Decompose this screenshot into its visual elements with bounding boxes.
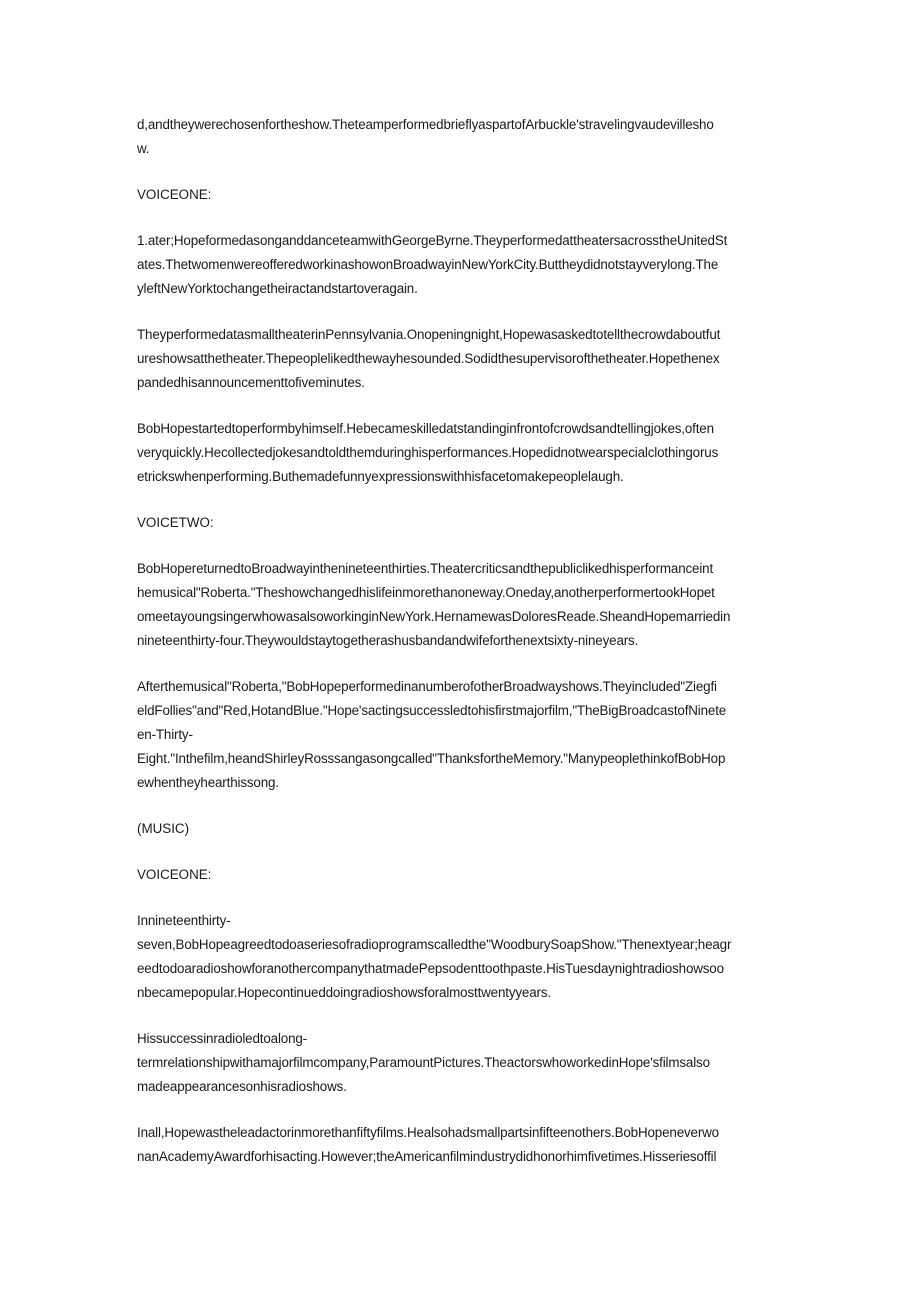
text-line: w. — [137, 141, 150, 156]
speaker-heading: VOICETWO: — [137, 515, 214, 530]
text-line: en-Thirty- — [137, 727, 193, 742]
text-line: BobHopestartedtoperformbyhimself.Hebecameskilledatstandinginfrontofcrowdsandtellingjokes,often — [137, 421, 714, 436]
text-line: Eight."Inthefilm,heandShirleyRosssangasongcalled"ThanksfortheMemory."ManypeoplethinkofBobHop — [137, 751, 726, 766]
block-2 — [137, 229, 783, 301]
text-line: TheyperformedatasmalltheaterinPennsylvania.Onopeningnight,Hopewasaskedtotellthecrowdaboutfut — [137, 327, 721, 342]
text-line: eldFollies"and"Red,HotandBlue."Hope'sactingsuccessledtohisfirstmajorfilm,"TheBigBroadcastofNinete — [137, 703, 727, 718]
text-line: nineteenthirty-four.Theywouldstaytogetherashusbandandwifeforthenextsixty-nineyears. — [137, 633, 639, 648]
block-4 — [137, 417, 783, 489]
text-line: nbecamepopular.Hopecontinueddoingradioshowsforalmosttwentyyears. — [137, 985, 551, 1000]
text-line: Inall,Hopewastheleadactorinmorethanfiftyfilms.Healsohadsmallpartsinfifteenothers.BobHopeneverwo — [137, 1125, 719, 1140]
block-6 — [137, 557, 783, 653]
block-12 — [137, 1121, 783, 1169]
text-line: pandedhisannouncementtofiveminutes. — [137, 375, 365, 390]
speaker-heading: VOICEONE: — [137, 187, 212, 202]
music-cue: (MUSIC) — [137, 821, 190, 836]
block-3 — [137, 323, 783, 395]
text-line: seven,BobHopeagreedtodoaseriesofradioprogramscalledthe"WoodburySoapShow."Thenextyear;heagr — [137, 937, 732, 952]
text-line: d,andtheywerechosenfortheshow.TheteamperformedbrieflyaspartofArbuckle'stravelingvaudevillesho — [137, 117, 714, 132]
text-line: veryquickly.Hecollectedjokesandtoldthemduringhisperformances.Hopedidnotwearspecialclothingorus — [137, 445, 719, 460]
text-line: omeetayoungsingerwhowasalsoworkinginNewYork.HernamewasDoloresReade.SheandHopemarriedin — [137, 609, 731, 624]
text-line: ates.ThetwomenwereofferedworkinashowonBroadwayinNewYorkCity.Buttheydidnotstayverylong.The — [137, 257, 719, 272]
text-line: ewhentheyhearthissong. — [137, 775, 279, 790]
text-line: eedtodoaradioshowforanothercompanythatmadePepsodenttoothpaste.HisTuesdaynightradioshowsoo — [137, 961, 724, 976]
block-10 — [137, 909, 783, 1005]
text-line: 1.ater;HopeformedasonganddanceteamwithGeorgeByrne.TheyperformedattheatersacrosstheUnitedSt — [137, 233, 728, 248]
text-line: madeappearancesonhisradioshows. — [137, 1079, 347, 1094]
text-line: BobHopereturnedtoBroadwayinthenineteenthirties.Theatercriticsandthepubliclikedhisperformanceint — [137, 561, 714, 576]
block-0 — [137, 113, 783, 161]
text-line: Hissuccessinradioledtoalong- — [137, 1031, 307, 1046]
block-7 — [137, 675, 783, 795]
text-line: ureshowsatthetheater.Thepeoplelikedthewayhesounded.Sodidthesupervisorofthetheater.Hopethenex — [137, 351, 720, 366]
text-line: etrickswhenperforming.Buthemadefunnyexpressionswithhisfacetomakepeoplelaugh. — [137, 469, 624, 484]
text-line: yleftNewYorktochangetheiractandstartoveragain. — [137, 281, 418, 296]
text-line: Afterthemusical"Roberta,"BobHopeperformedinanumberofotherBroadwayshows.Theyincluded"Ziegfi — [137, 679, 717, 694]
speaker-heading: VOICEONE: — [137, 867, 212, 882]
text-line: nanAcademyAwardforhisacting.However;theAmericanfilmindustrydidhonorhimfivetimes.Hisseriesoffil — [137, 1149, 717, 1164]
text-line: Innineteenthirty- — [137, 913, 231, 928]
text-line: hemusical"Roberta."Theshowchangedhislifeinmorethanoneway.Oneday,anotherperformertookHopet — [137, 585, 715, 600]
document-page — [137, 113, 783, 1191]
block-11 — [137, 1027, 783, 1099]
text-line: termrelationshipwithamajorfilmcompany,ParamountPictures.TheactorswhoworkedinHope'sfilmsalso — [137, 1055, 710, 1070]
